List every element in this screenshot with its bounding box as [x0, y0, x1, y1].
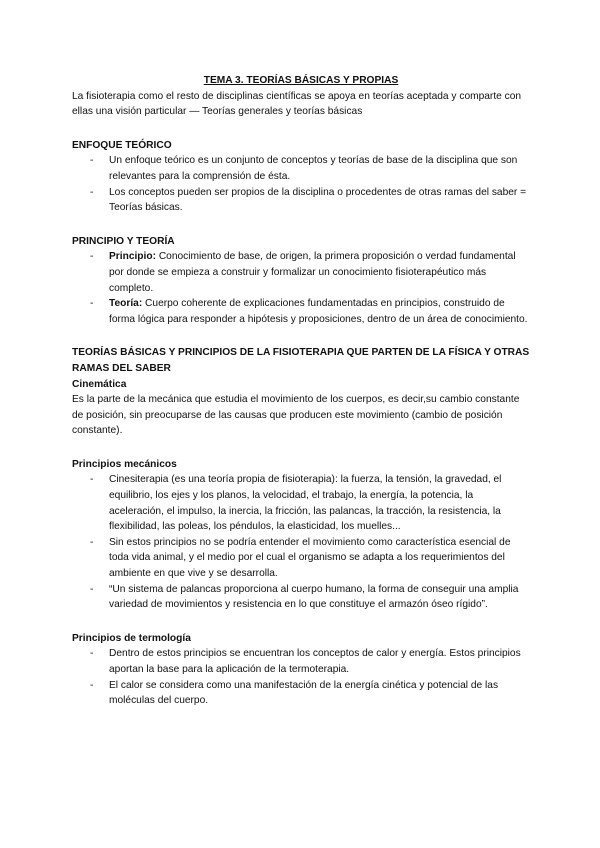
definition-principio: Conocimiento de base, de origen, la primera proposición o verdad fundamental por donde se empieza a construir y formalizar un conocimiento fisioterapéutico más completo. — [109, 251, 516, 294]
page-title: TEMA 3. TEORÍAS BÁSICAS Y PROPIAS — [203, 75, 399, 86]
heading-principio: PRINCIPIO Y TEORÍA — [72, 235, 175, 247]
heading-enfoque: ENFOQUE TEÓRICO — [72, 139, 172, 151]
list-item — [109, 249, 530, 296]
list-item: - “Un sistema de palancas proporciona al cuerpo humano, la forma de conseguir una amplia variedad de movimientos y resistencia en lo que constituye el armazón óseo rígido”. — [109, 582, 530, 613]
list-item: - Un enfoque teórico es un conjunto de conceptos y teorías de base de la disciplina que son relevantes para la comprensión de ésta. — [109, 153, 530, 184]
intro-paragraph: La fisioterapia como el resto de disciplinas científicas se apoya en teorías aceptada y comparte con ellas una visión particular — Teorías generales y teorías básicas — [72, 90, 522, 118]
list-item: - Cinesiterapia (es una teoría propia de fisioterapia): la fuerza, la tensión, la gravedad, el equilibrio, los ejes y los planos, la velocidad, el trabajo, la energía, la potencia, la aceleración, el impulso, la inercia, la fricción, las palancas, la tracción, la resistencia, la flexibilidad, las poleas, los péndulos, la elasticidad, los muelles... — [109, 472, 530, 534]
list-item: - Los conceptos pueden ser propios de la disciplina o procedentes de otras ramas del saber = Teorías básicas. — [109, 185, 530, 216]
list-termologia — [72, 646, 530, 708]
list-mecanicos — [72, 472, 530, 612]
cinematica-paragraph: Es la parte de la mecánica que estudia el movimiento de los cuerpos, es decir,su cambio constante de posición, sin preocuparse de las causas que producen este movimiento (cambio de posición constante). — [72, 394, 520, 437]
list-item — [109, 296, 530, 327]
list-item: - Sin estos principios no se podría entender el movimiento como característica esencial de toda vida animal, y el medio por el cual el organismo se adapta a los requerimientos del ambiente en que vive y se desarrolla. — [109, 535, 530, 582]
list-principio — [72, 249, 530, 327]
term-teoria: Teoría: — [109, 298, 143, 310]
definition-teoria: Cuerpo coherente de explicaciones fundamentadas en principios, construido de forma lógica para responder a hipótesis y proposiciones, dentro de un área de conocimiento. — [109, 298, 528, 325]
heading-teorias: TEORÍAS BÁSICAS Y PRINCIPIOS DE LA FISIOTERAPIA QUE PARTEN DE LA FÍSICA Y OTRAS RAMAS DEL SABER — [72, 347, 530, 374]
list-item: - Dentro de estos principios se encuentran los conceptos de calor y energía. Estos principios aportan la base para la aplicación de la termoterapia. — [109, 646, 530, 677]
subheading-cinematica: Cinemática — [72, 378, 127, 390]
term-principio: Principio: — [109, 251, 156, 263]
list-item: - El calor se considera como una manifestación de la energía cinética y potencial de las moléculas del cuerpo. — [109, 678, 530, 709]
subheading-mecanicos: Principios mecánicos — [72, 458, 177, 470]
list-enfoque — [72, 153, 530, 215]
subheading-termologia: Principios de termología — [72, 632, 191, 644]
